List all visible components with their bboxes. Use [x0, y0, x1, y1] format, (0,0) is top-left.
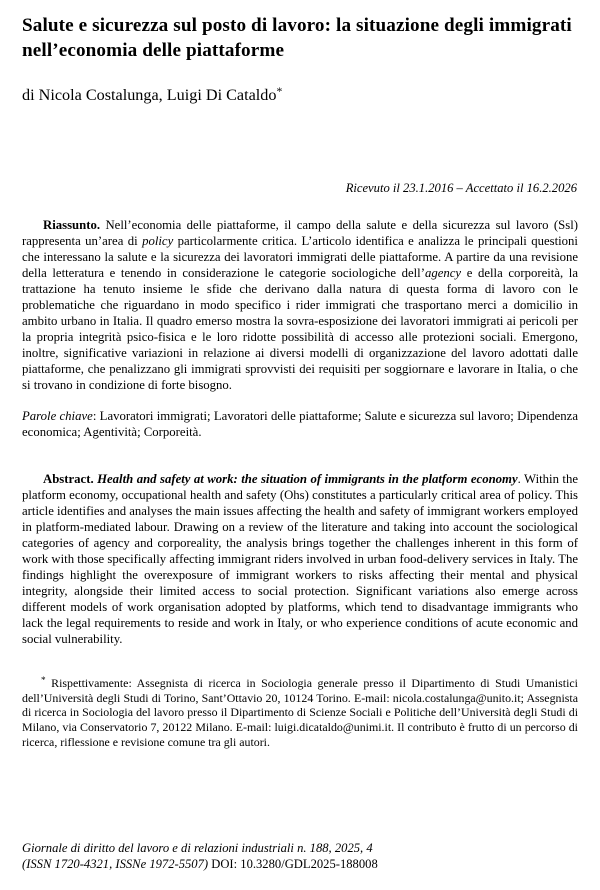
received-accepted-line: Ricevuto il 23.1.2016 – Accettato il 16.2.2026 — [345, 181, 577, 196]
keywords-text: Lavoratori immigrati; Lavoratori delle piattaforme; Salute e sicurezza sul lavoro; Dipendenza economica; Agentività; Corporeità. — [22, 409, 579, 440]
abstract-italian-label: Riassunto. — [43, 218, 101, 233]
footnote-marker: * — [41, 676, 46, 687]
abstract-english-body: . Within the platform economy, occupational health and safety (Ohs) constitutes a particularly critical area of policy. This article identifies and analyses the main issues affecting the health and safety of immigrant workers employed in platform-mediated labour. Drawing on a review of the literature and taking into account the sociological categories of agency and corporeality, the analysis brings together the challenges inherent in this form of work with those specifically affecting immigrant riders involved in urban food-delivery services in Italy. The findings highlight the overexposure of immigrant workers to risks affecting their mental and physical integrity, alongside their limited access to social protection. Significant variations also emerge across different models of work organisation adopted by platforms, which tend to disadvantage immigrants who lack the legal requirements to reside and work in Italy, or who experience conditions of acute economic and social vulnerability. — [22, 472, 578, 646]
abstract-italian-italic-policy: policy — [142, 234, 174, 249]
abstract-italian-part2: particolarmente critica. L’articolo identifica e analizza le principali questioni che interessano la salute e la sicurezza dei lavoratori immigrati delle piattaforme. A partire da una revisione della letteratura e tenendo in considerazione le categorie sociologiche dell’ — [22, 234, 578, 281]
author-affiliation-footnote — [22, 648, 578, 750]
author-footnote-marker: * — [276, 85, 283, 99]
journal-doi: DOI: 10.3280/GDL2025-188008 — [208, 857, 378, 872]
journal-footer-line1: Giornale di diritto del lavoro e di relazioni industriali n. 188, 2025, 4 — [22, 841, 373, 855]
page-content — [22, 0, 578, 749]
author-line — [22, 64, 578, 105]
abstract-italian-part1: Nell’economia delle piattaforme, il campo della salute e della sicurezza sul lavoro (Ssl) rappresenta un’area di — [22, 218, 578, 249]
journal-issn: (ISSN 1720-4321, ISSNe 1972-5507) — [22, 857, 209, 872]
page-title: Salute e sicurezza sul posto di lavoro: la situazione degli immigrati nell’economia delle piattaforme — [22, 15, 572, 61]
abstract-english — [22, 441, 578, 648]
keywords-line — [22, 394, 578, 441]
abstract-english-title: Health and safety at work: the situation of immigrants in the platform economy — [93, 472, 518, 487]
abstract-italian-part3: e della corporeità, la trattazione ha tenuto insieme le sfide che derivano dalla natura di questa forma di lavoro con le problematiche che riguardano in modo specifico i rider immigrati che trasportano merci a domicilio in ambito urbano in Italia. Il quadro emerso mostra la sovra-esposizione dei lavoratori immigrati ai pericoli per la propria integrità psico-fisica e le loro ridotte possibilità di accesso alle protezioni sociali. Emergono, inoltre, significative variazioni in relazione ai diversi modelli di organizzazione del lavoro adottati dalle piattaforme, che penalizzano gli immigrati sprovvisti dei requisiti per soggiornare e lavorare in Italia, o che si trovano in condizione di forte bisogno. — [22, 266, 578, 392]
abstract-english-label: Abstract. — [43, 472, 94, 487]
author-prefix: di — [22, 85, 39, 104]
keywords-label: Parole chiave — [22, 409, 93, 424]
journal-footer — [22, 840, 582, 872]
keywords-separator: : — [92, 409, 100, 424]
abstract-italian — [22, 196, 578, 394]
abstract-italian-italic-agency: agency — [424, 266, 462, 281]
author-names: Nicola Costalunga, Luigi Di Cataldo — [38, 85, 277, 104]
journal-footer-line2 — [22, 856, 582, 872]
footnote-text: Rispettivamente: Assegnista di ricerca in Sociologia generale presso il Dipartimento di Studi Umanistici dell’Università degli Studi di Torino, Sant’Ottavio 20, 10124 Torino. E-mail: nicola.costalunga@unito.it; Assegnista di ricerca in Sociologia del lavoro presso il Dipartimento di Scienze Sociali e Politiche dell’Università degli Studi di Milano, via Conservatorio 7, 20122 Milano. E-mail: luigi.dicataldo@unimi.it. Il contributo è frutto di un percorso di ricerca, riflessione e revisione comune tra gli autori. — [22, 675, 578, 749]
